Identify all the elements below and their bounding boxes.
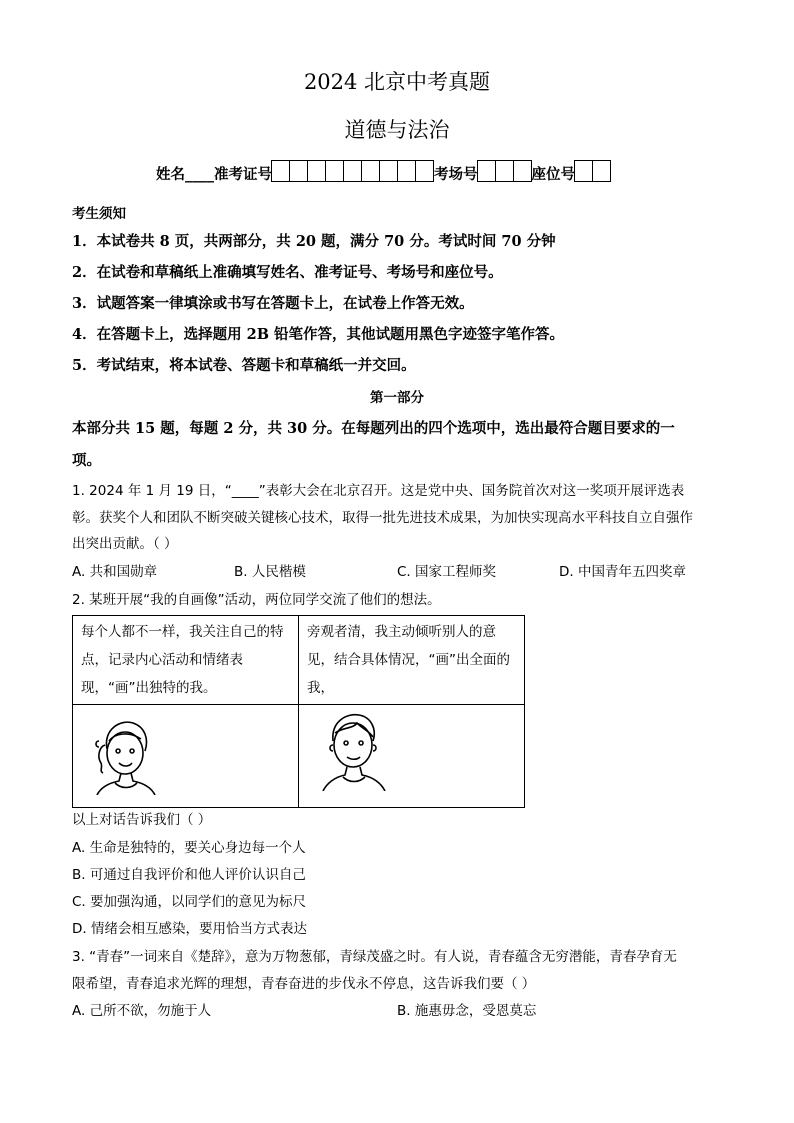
seat-boxes[interactable] xyxy=(575,160,611,182)
q1-line: 出突出贡献。（ ） xyxy=(72,536,178,552)
q2-option-b: B. 可通过自我评价和他人评价认识自己 xyxy=(72,867,306,883)
q1-line: 1. 2024 年 1 月 19 日，“____”表彰大会在北京召开。这是党中央、国务院首次对这一奖项开展评选表 xyxy=(72,483,685,499)
q2-right-text: 旁观者清，我主动倾听别人的意见，结合具体情况，“画”出全面的我， xyxy=(307,624,510,696)
boy-illustration xyxy=(313,707,393,791)
q2-left-text: 每个人都不一样，我关注自己的特点，记录内心活动和情绪表现，“画”出独特的我。 xyxy=(81,624,284,696)
q2-stem: 2. 某班开展“我的自画像”活动，两位同学交流了他们的想法。 xyxy=(72,592,441,608)
instruction-item: 4．在答题卡上，选择题用 2B 铅笔作答，其他试题用黑色字迹签字笔作答。 xyxy=(72,326,565,343)
part-heading: 第一部分 xyxy=(370,390,424,406)
q1-option-d: D. 中国青年五四奖章 xyxy=(559,564,686,580)
exam-id-boxes[interactable] xyxy=(272,160,434,182)
seat-label: 座位号 xyxy=(531,166,575,183)
q3-line: 限希望，青春追求光辉的理想，青春奋进的步伐永不停息，这告诉我们要（ ） xyxy=(72,976,536,992)
q2-question: 以上对话告诉我们（ ） xyxy=(72,812,212,828)
instruction-item: 3．试题答案一律填涂或书写在答题卡上，在试卷上作答无效。 xyxy=(72,295,474,312)
instruction-item: 1．本试卷共 8 页，共两部分，共 20 题，满分 70 分。考试时间 70 分钟 xyxy=(72,233,556,250)
q3-option-a: A. 己所不欲，勿施于人 xyxy=(72,1003,212,1019)
name-label: 姓名____ xyxy=(156,166,214,183)
instruction-item: 5．考试结束，将本试卷、答题卡和草稿纸一并交回。 xyxy=(72,357,416,374)
part-intro-line: 本部分共 15 题，每题 2 分，共 30 分。在每题列出的四个选项中，选出最符合题目要求的一 xyxy=(72,420,675,437)
q1-option-c: C. 国家工程师奖 xyxy=(397,564,497,580)
exam-id-label: 准考证号 xyxy=(214,166,272,183)
q2-option-c: C. 要加强沟通，以同学们的意见为标尺 xyxy=(72,894,307,910)
instructions-heading: 考生须知 xyxy=(72,206,126,222)
q3-line: 3. “青春”一词来自《楚辞》，意为万物葱郁，青绿茂盛之时。有人说，青春蕴含无穷潜能，青春孕育无 xyxy=(72,949,677,965)
instruction-item: 2．在试卷和草稿纸上准确填写姓名、准考证号、考场号和座位号。 xyxy=(72,264,503,281)
room-label: 考场号 xyxy=(434,166,478,183)
girl-illustration xyxy=(85,711,165,795)
q1-option-b: B. 人民楷模 xyxy=(234,564,306,580)
q2-table xyxy=(72,615,525,808)
part-intro-line: 项。 xyxy=(72,452,101,469)
id-line xyxy=(156,160,611,184)
q1-line: 彰。获奖个人和团队不断突破关键核心技术，取得一批先进技术成果，为加快实现高水平科技自立自强作 xyxy=(72,510,693,526)
room-boxes[interactable] xyxy=(478,160,532,182)
q1-option-a: A. 共和国勋章 xyxy=(72,564,158,580)
q3-option-b: B. 施惠毋念，受恩莫忘 xyxy=(397,1003,537,1019)
exam-title: 2024 北京中考真题 xyxy=(303,70,491,94)
q2-option-d: D. 情绪会相互感染，要用恰当方式表达 xyxy=(72,921,307,937)
q2-option-a: A. 生命是独特的，要关心身边每一个人 xyxy=(72,840,306,856)
subject-title: 道德与法治 xyxy=(344,118,450,142)
